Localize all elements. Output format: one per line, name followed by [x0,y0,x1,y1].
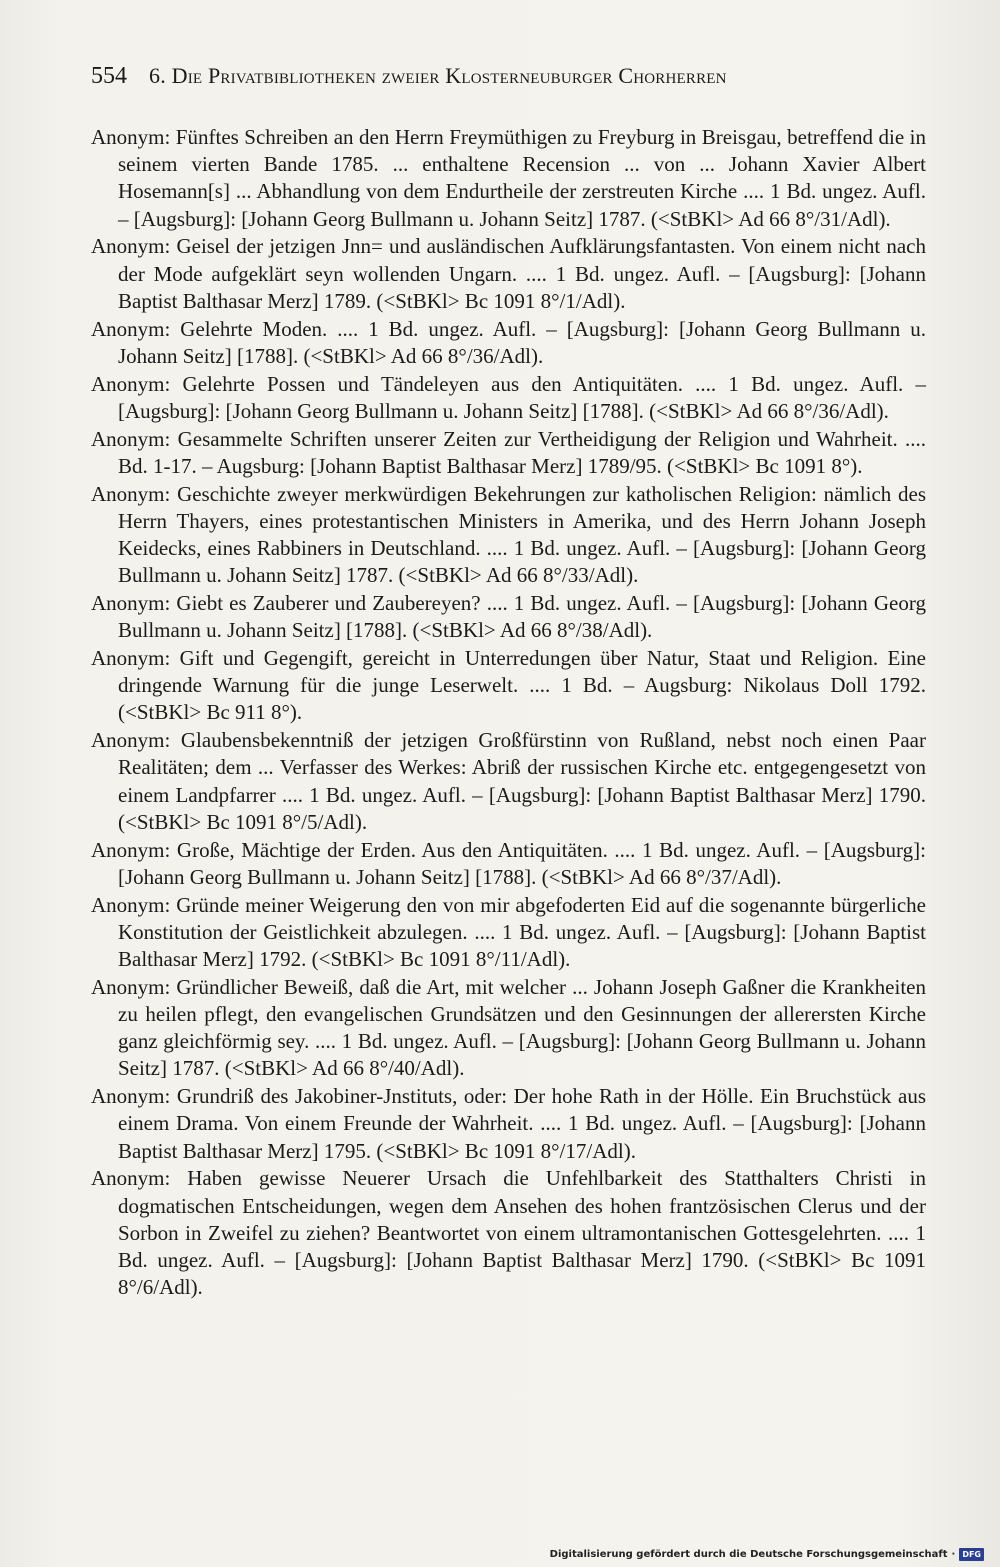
page-header [91,62,951,90]
bibliography-entry: Anonym: Gelehrte Moden. .... 1 Bd. ungez. Aufl. – [Augsburg]: [Johann Georg Bullmann u. Johann Seitz] [1788]. (<StBKl> Ad 66 8°/36/Adl). [91,316,926,368]
bibliography-entry: Anonym: Gelehrte Possen und Tändeleyen aus den Antiquitäten. .... 1 Bd. ungez. Aufl. – [Augsburg]: [Johann Georg Bullmann u. Johann Seitz] [1788]. (<StBKl> Ad 66 8°/36/Adl). [91,371,926,423]
credit-text: Digitalisierung gefördert durch die Deutsche Forschungsgemeinschaft [549,1548,948,1560]
separator-dot: · [951,1548,956,1560]
bibliography-entry: Anonym: Fünftes Schreiben an den Herrn Freymüthigen zu Freyburg in Breisgau, betreffend die in seinem vierten Bande 1785. ... enthaltene Recension ... von ... Johann Xavier Albert Hosemann[s] ... Abhandlung von dem Endurtheile der zerstreuten Kirche .... 1 Bd. ungez. Aufl. – [Augsburg]: [Johann Georg Bullmann u. Johann Seitz] 1787. (<StBKl> Ad 66 8°/31/Adl). [91,125,926,231]
bibliography-entry: Anonym: Giebt es Zauberer und Zaubereyen? .... 1 Bd. ungez. Aufl. – [Augsburg]: [Johann Georg Bullmann u. Johann Seitz] [1788]. (<StBKl> Ad 66 8°/38/Adl). [91,591,926,643]
dfg-logo-icon: DFG [959,1548,984,1561]
running-title: 6. Die Privatbibliotheken zweier Klosterneuburger Chorherren [149,63,727,88]
bibliography-list [91,124,926,1302]
bibliography-entry: Anonym: Gift und Gegengift, gereicht in Unterredungen über Natur, Staat und Religion. Eine dringende Warnung für die junge Leserwelt. .... 1 Bd. – Augsburg: Nikolaus Doll 1792. (<StBKl> Bc 911 8°). [91,646,926,725]
bibliography-entry: Anonym: Große, Mächtige der Erden. Aus den Antiquitäten. .... 1 Bd. ungez. Aufl. – [Augsburg]: [Johann Georg Bullmann u. Johann Seitz] [1788]. (<StBKl> Ad 66 8°/37/Adl). [91,837,926,889]
page-number: 554 [91,63,127,89]
bibliography-entry: Anonym: Geschichte zweyer merkwürdigen Bekehrungen zur katholischen Religion: nämlich des Herrn Thayers, eines protestantischen Ministers in Amerika, und des Herrn Johann Joseph Keidecks, eines Rabbiners in Deutschland. .... 1 Bd. ungez. Aufl. – [Augsburg]: [Johann Georg Bullmann u. Johann Seitz] 1787. (<StBKl> Ad 66 8°/33/Adl). [91,481,926,588]
bibliography-entry: Anonym: Glaubensbekenntniß der jetzigen Großfürstinn von Rußland, nebst noch einen Paar Realitäten; dem ... Verfasser des Werkes: Abriß der russischen Kirche etc. entgegengesetzt von einem Landpfarrer .... 1 Bd. ungez. Aufl. – [Augsburg]: [Johann Baptist Balthasar Merz] 1790. (<StBKl> Bc 1091 8°/5/Adl). [91,728,926,834]
bibliography-entry: Anonym: Haben gewisse Neuerer Ursach die Unfehlbarkeit des Statthalters Christi in dogmatischen Entscheidungen, wegen dem Ansehen des hohen frantzösischen Clerus und der Sorbon in Zweifel zu ziehen? Beantwortet von einem ultramontanischen Gottesgelehrten. .... 1 Bd. ungez. Aufl. – [Augsburg]: [Johann Baptist Balthasar Merz] 1790. (<StBKl> Bc 1091 8°/6/Adl). [91,1166,926,1300]
bibliography-entry: Anonym: Gründlicher Beweiß, daß die Art, mit welcher ... Johann Joseph Gaßner die Krankheiten zu heilen pflegt, den evangelischen Grundsätzen und den Gesinnungen der allerersten Kirche ganz gleichförmig sey. .... 1 Bd. ungez. Aufl. – [Augsburg]: [Johann Georg Bullmann u. Johann Seitz] 1787. (<StBKl> Ad 66 8°/40/Adl). [91,974,926,1081]
bibliography-entry: Anonym: Grundriß des Jakobiner-Jnstituts, oder: Der hohe Rath in der Hölle. Ein Bruchstück aus einem Drama. Von einem Freunde der Wahrheit. .... 1 Bd. ungez. Aufl. – [Augsburg]: [Johann Baptist Balthasar Merz] 1795. (<StBKl> Bc 1091 8°/17/Adl). [91,1084,926,1163]
bibliography-entry: Anonym: Gründe meiner Weigerung den von mir abgefoderten Eid auf die sogenannte bürgerliche Konstitution der Geistlichkeit abzulegen. .... 1 Bd. ungez. Aufl. – [Augsburg]: [Johann Baptist Balthasar Merz] 1792. (<StBKl> Bc 1091 8°/11/Adl). [91,892,926,972]
digitization-credit [550,1547,984,1561]
bibliography-entry: Anonym: Geisel der jetzigen Jnn= und ausländischen Aufklärungsfantasten. Von einem nicht nach der Mode aufgeklärt seyn wollenden Ungarn. .... 1 Bd. ungez. Aufl. – [Augsburg]: [Johann Baptist Balthasar Merz] 1789. (<StBKl> Bc 1091 8°/1/Adl). [91,234,926,313]
bibliography-entry: Anonym: Gesammelte Schriften unserer Zeiten zur Vertheidigung der Religion und Wahrheit. .... Bd. 1-17. – Augsburg: [Johann Baptist Balthasar Merz] 1789/95. (<StBKl> Bc 1091 8°). [91,426,926,478]
